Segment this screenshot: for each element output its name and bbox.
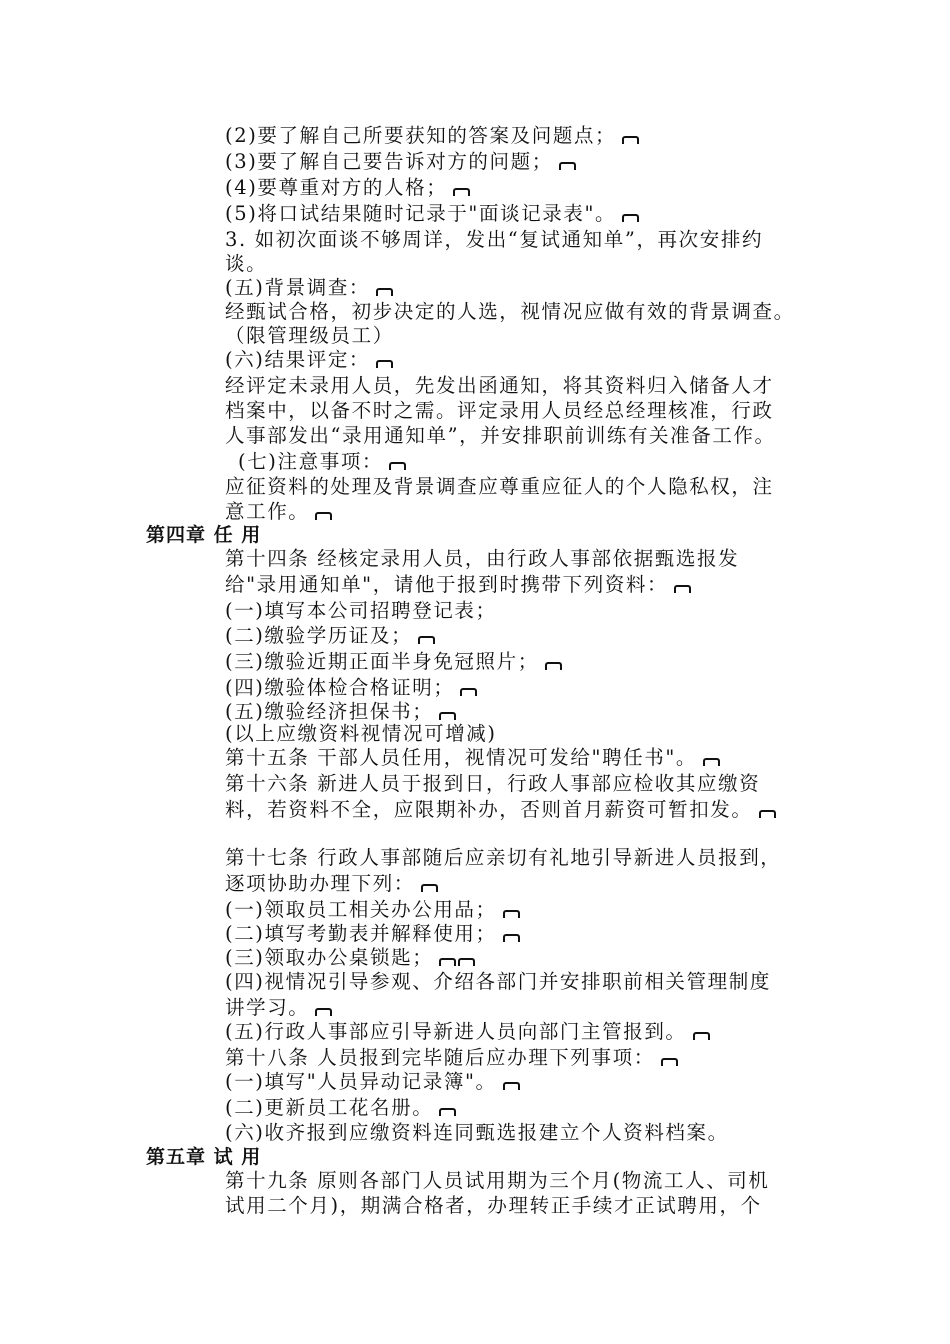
paragraph-mark-icon	[703, 758, 720, 766]
paragraph-mark-icon	[315, 1008, 332, 1016]
paragraph-mark-icon	[439, 712, 456, 720]
chapter-heading: 第五章 试 用	[146, 1146, 262, 1168]
text-line: 意工作。	[225, 500, 825, 524]
paragraph-mark-icon	[559, 162, 576, 170]
text-line: 第十八条 人员报到完毕随后应办理下列事项：	[225, 1046, 825, 1070]
text-line: (六)收齐报到应缴资料连同甄选报建立个人资料档案。	[225, 1121, 729, 1144]
text-line: (四)缴验体检合格证明；	[225, 676, 825, 700]
text-line: 料，若资料不全，应限期补办，否则首月薪资可暂扣发。	[225, 798, 825, 822]
text-line: （限管理级员工）	[225, 324, 394, 347]
text-line: (5)将口试结果随时记录于"面谈记录表"。	[225, 202, 825, 226]
text-line: (一)填写"人员异动记录簿"。	[225, 1070, 825, 1094]
text-line: (二)更新员工花名册。	[225, 1096, 825, 1120]
paragraph-mark-icon	[693, 1032, 710, 1040]
text-line: 3. 如初次面谈不够周详，发出“复试通知单”，再次安排约	[225, 228, 764, 251]
text-line: 人事部发出“录用通知单”，并安排职前训练有关准备工作。	[225, 424, 776, 447]
paragraph-mark-icon	[439, 1108, 456, 1116]
paragraph-mark-icon	[418, 636, 435, 644]
text-line: 给"录用通知单"，请他于报到时携带下列资料：	[225, 573, 825, 597]
paragraph-mark-icon	[674, 585, 691, 593]
text-line: (4)要尊重对方的人格；	[225, 176, 825, 200]
paragraph-mark-icon	[376, 360, 393, 368]
text-line: (五)缴验经济担保书；	[225, 700, 825, 724]
text-line: 谈。	[225, 252, 268, 275]
text-line: (以上应缴资料视情况可增减)	[225, 722, 497, 745]
paragraph-mark-icon	[759, 810, 776, 818]
text-line: (六)结果评定：	[225, 348, 825, 372]
paragraph-mark-icon	[622, 136, 639, 144]
text-line: (3)要了解自己要告诉对方的问题；	[225, 150, 825, 174]
text-line: 第十四条 经核定录用人员，由行政人事部依据甄选报发	[225, 547, 740, 570]
paragraph-mark-icon	[622, 214, 639, 222]
text-line: (2)要了解自己所要获知的答案及问题点；	[225, 124, 825, 148]
text-line: (五)背景调查：	[225, 276, 825, 300]
text-line: (二)填写考勤表并解释使用；	[225, 922, 825, 946]
text-line: 第十五条 干部人员任用，视情况可发给"聘任书"。	[225, 746, 825, 770]
text-line: 试用二个月)，期满合格者，办理转正手续才正试聘用，个	[225, 1194, 762, 1217]
text-line: 经评定未录用人员，先发出函通知，将其资料归入储备人才	[225, 374, 774, 397]
paragraph-mark-icon	[453, 188, 470, 196]
paragraph-mark-icon	[389, 462, 406, 470]
text-line: (二)缴验学历证及；	[225, 624, 825, 648]
text-line: 逐项协助办理下列：	[225, 872, 825, 896]
text-line: 经甄试合格，初步决定的人选，视情况应做有效的背景调查。	[225, 300, 795, 323]
text-line: (一)领取员工相关办公用品；	[225, 898, 825, 922]
paragraph-mark-icon	[545, 662, 562, 670]
paragraph-mark-icon	[376, 288, 393, 296]
text-line: (四)视情况引导参观、介绍各部门并安排职前相关管理制度	[225, 970, 771, 993]
text-line: (三)缴验近期正面半身免冠照片；	[225, 650, 825, 674]
text-line: (五)行政人事部应引导新进人员向部门主管报到。	[225, 1020, 825, 1044]
text-line: 应征资料的处理及背景调查应尊重应征人的个人隐私权，注	[225, 475, 774, 498]
paragraph-mark-icon	[460, 688, 477, 696]
text-line: (三)领取办公桌锁匙；	[225, 946, 825, 970]
paragraph-mark-icon	[439, 958, 456, 966]
paragraph-mark-icon	[503, 1082, 520, 1090]
text-line: 讲学习。	[225, 996, 825, 1020]
paragraph-mark-icon	[503, 934, 520, 942]
text-line: 档案中，以备不时之需。评定录用人员经总经理核准，行政	[225, 399, 774, 422]
text-line: 第十七条 行政人事部随后应亲切有礼地引导新进人员报到，	[225, 846, 782, 869]
text-line: (七)注意事项：	[238, 450, 838, 474]
chapter-heading: 第四章 任 用	[146, 524, 262, 546]
text-line: 第十六条 新进人员于报到日，行政人事部应检收其应缴资	[225, 772, 761, 795]
paragraph-mark-icon	[421, 884, 438, 892]
paragraph-mark-icon	[315, 512, 332, 520]
paragraph-mark-icon	[503, 910, 520, 918]
text-line: 第十九条 原则各部门人员试用期为三个月(物流工人、司机	[225, 1169, 770, 1192]
paragraph-mark-icon	[458, 958, 475, 966]
text-line: (一)填写本公司招聘登记表；	[225, 599, 497, 622]
paragraph-mark-icon	[661, 1058, 678, 1066]
